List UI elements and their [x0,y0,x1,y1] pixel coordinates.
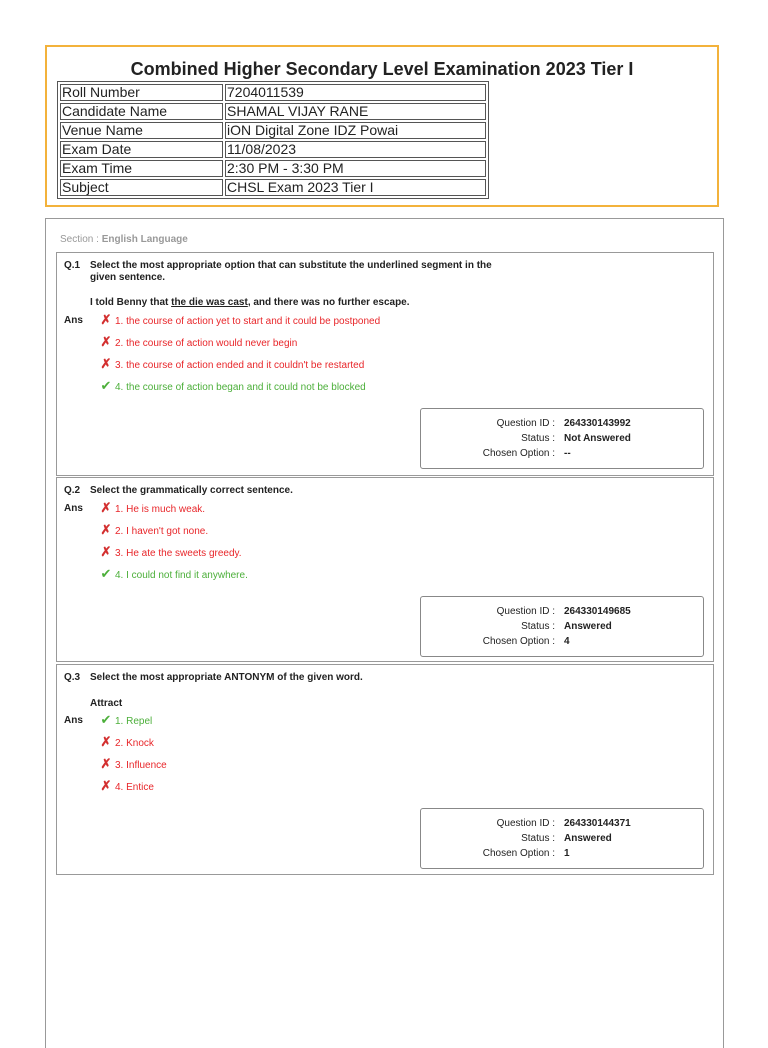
question-sentence [90,297,410,308]
info-value: 7204011539 [225,84,486,101]
question-id-value: 264330143992 [564,418,631,429]
info-row [60,160,486,177]
option-4 [97,379,366,393]
option-text: 1. the course of action yet to start and it could be postponed [115,316,381,327]
info-row [60,103,486,120]
question-panel-2 [56,477,714,662]
status-value: Answered [564,833,612,844]
question-meta-box [420,596,704,657]
question-id-label: Question ID : [496,818,555,829]
question-number: Q.1 [64,260,81,271]
status-value: Answered [564,621,612,632]
question-meta-box [420,408,704,469]
checkmark-icon: ✔ [100,566,112,581]
status-label: Status : [521,833,555,844]
chosen-option-label: Chosen Option : [482,448,555,459]
info-label: Candidate Name [60,103,223,120]
checkmark-icon: ✔ [100,378,112,393]
cross-icon: ✗ [100,356,112,371]
option-text: 4. the course of action began and it could not be blocked [115,382,366,393]
info-label: Exam Time [60,160,223,177]
checkmark-icon: ✔ [100,712,112,727]
info-row [60,84,486,101]
option-2 [97,523,208,537]
option-text: 3. He ate the sweets greedy. [115,548,242,559]
candidate-info-panel [45,45,719,207]
cross-icon: ✗ [100,756,112,771]
cross-icon: ✗ [100,334,112,349]
cross-icon: ✗ [100,500,112,515]
cross-icon: ✗ [100,734,112,749]
chosen-option-value: 4 [564,636,570,647]
question-text: Select the most appropriate ANTONYM of the given word. [90,672,363,683]
question-id-label: Question ID : [496,418,555,429]
section-name: English Language [101,234,188,245]
chosen-option-label: Chosen Option : [482,636,555,647]
option-text: 2. the course of action would never begin [115,338,298,349]
option-3 [97,357,364,371]
ans-label: Ans [64,503,83,514]
chosen-option-value: 1 [564,848,570,859]
option-text: 4. Entice [115,782,154,793]
ans-label: Ans [64,315,83,326]
candidate-info-table [57,81,489,199]
cross-icon: ✗ [100,544,112,559]
section-prefix: Section : [60,234,102,245]
info-label: Venue Name [60,122,223,139]
status-label: Status : [521,433,555,444]
question-id-label: Question ID : [496,606,555,617]
option-text: 2. I haven't got none. [115,526,209,537]
option-text: 3. Influence [115,760,167,771]
cross-icon: ✗ [100,778,112,793]
question-meta-box [420,808,704,869]
cross-icon: ✗ [100,312,112,327]
question-word: Attract [90,698,123,709]
option-1 [97,313,380,327]
info-label: Roll Number [60,84,223,101]
question-panel-1 [56,252,714,476]
question-id-value: 264330149685 [564,606,631,617]
sentence-underlined: the die was cast [171,297,248,308]
option-text: 1. He is much weak. [115,504,206,515]
chosen-option-label: Chosen Option : [482,848,555,859]
question-text: Select the grammatically correct sentence. [90,485,293,496]
cross-icon: ✗ [100,522,112,537]
option-text: 1. Repel [115,716,153,727]
question-text: Select the most appropriate option that can substitute the underlined segment in the given sentence. [90,260,492,283]
sentence-after: , and there was no further escape. [247,297,410,308]
info-value: iON Digital Zone IDZ Powai [225,122,486,139]
section-label [60,234,188,245]
chosen-option-value: -- [564,448,571,459]
sentence-before: I told Benny that [90,297,172,308]
info-value: CHSL Exam 2023 Tier I [225,179,486,196]
info-value: 11/08/2023 [225,141,486,158]
info-value: SHAMAL VIJAY RANE [225,103,486,120]
info-label: Subject [60,179,223,196]
info-row [60,122,486,139]
option-2 [97,335,297,349]
option-4 [97,567,248,581]
info-row [60,179,486,196]
option-3 [97,545,242,559]
question-number: Q.2 [64,485,81,496]
info-row [60,141,486,158]
option-1 [97,501,205,515]
exam-title: Combined Higher Secondary Level Examination 2023 Tier I [130,59,634,79]
option-text: 4. I could not find it anywhere. [115,570,248,581]
question-panel-3 [56,664,714,875]
option-1 [97,713,152,727]
info-value: 2:30 PM - 3:30 PM [225,160,486,177]
question-id-value: 264330144371 [564,818,631,829]
status-label: Status : [521,621,555,632]
ans-label: Ans [64,715,83,726]
question-number: Q.3 [64,672,81,683]
status-value: Not Answered [564,433,631,444]
info-label: Exam Date [60,141,223,158]
option-4 [97,779,154,793]
option-text: 2. Knock [115,738,154,749]
option-3 [97,757,167,771]
option-2 [97,735,154,749]
option-text: 3. the course of action ended and it couldn't be restarted [115,360,365,371]
